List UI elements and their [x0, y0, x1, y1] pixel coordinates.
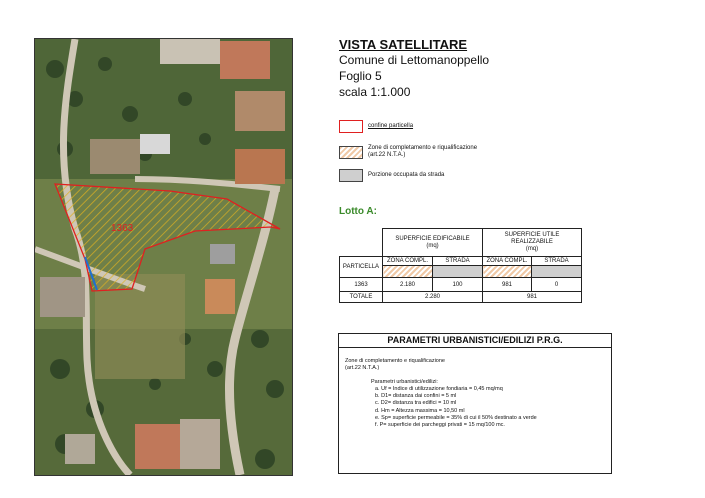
swatch-hatch-cell — [383, 266, 433, 278]
sub-zona-compl: ZONA COMPL. — [383, 257, 433, 266]
legend-item-strada: Porzione occupata da strada — [368, 172, 445, 178]
particella-header: PARTICELLA — [340, 257, 383, 278]
prg-parameters-box — [338, 333, 612, 474]
swatch-gray-cell — [433, 266, 483, 278]
scale-label: scala 1:1.000 — [339, 85, 411, 99]
header-superficie-utile: SUPERFICIE UTILE REALIZZABILE (mq) — [483, 229, 582, 257]
satellite-map — [34, 38, 293, 476]
legend-item-zone: Zone di completamento e riqualificazione (art.22 N.T.A.) — [368, 145, 478, 158]
sub-strada-2: STRADA — [532, 257, 582, 266]
map-title: VISTA SATELLITARE — [339, 37, 468, 52]
prg-param-item: f. P= superficie dei parcheggi privati = 15 mq/100 mc. — [375, 422, 505, 429]
sub-zona-compl-2: ZONA COMPL. — [483, 257, 532, 266]
prg-param-item: d. Hm = Altezza massima = 10,50 ml — [375, 407, 465, 414]
prg-zone-art: (art.22 N.T.A.) — [345, 365, 380, 372]
header-superficie-edificabile: SUPERFICIE EDIFICABILE (mq) — [383, 229, 483, 257]
parcel-number-label: 1363 — [111, 223, 134, 234]
legend-hatch-swatch — [339, 146, 363, 159]
surface-table — [339, 228, 582, 303]
row-edif-zona: 2.180 — [383, 278, 433, 292]
legend-red-outline-swatch — [339, 120, 363, 133]
swatch-hatch-cell-2 — [483, 266, 532, 278]
prg-param-item: c. D2= distanza tra edifici = 10 ml — [375, 400, 457, 407]
sub-strada: STRADA — [433, 257, 483, 266]
prg-param-item: a. Uf = Indice di utilizzazione fondiaria = 0,45 mq/mq — [375, 385, 503, 392]
legend-gray-swatch — [339, 169, 363, 182]
lotto-title: Lotto A: — [339, 206, 377, 217]
satellite-image — [35, 39, 292, 475]
comune-label: Comune di Lettomanoppello — [339, 53, 490, 67]
row-edif-strada: 100 — [433, 278, 483, 292]
totale-edif: 2.280 — [383, 292, 483, 303]
table-blank-cell — [340, 229, 383, 257]
swatch-gray-cell-2 — [532, 266, 582, 278]
row-utile-zona: 981 — [483, 278, 532, 292]
row-utile-strada: 0 — [532, 278, 582, 292]
prg-params-title: Parametri urbanistici/edilizi: — [371, 378, 438, 385]
row-particella: 1363 — [340, 278, 383, 292]
prg-zone-title: Zone di completamento e riqualificazione — [345, 358, 445, 364]
totale-utile: 981 — [483, 292, 582, 303]
prg-param-item: e. Sp= superficie permeabile = 35% di cui il 50% destinato a verde — [375, 415, 537, 422]
prg-title: PARAMETRI URBANISTICI/EDILIZI P.R.G. — [339, 334, 611, 348]
foglio-label: Foglio 5 — [339, 69, 382, 83]
prg-param-item: b. D1= distanza dai confini = 5 ml — [375, 393, 457, 400]
totale-label: TOTALE — [340, 292, 383, 303]
legend-item-confine: confine particella — [368, 123, 414, 129]
